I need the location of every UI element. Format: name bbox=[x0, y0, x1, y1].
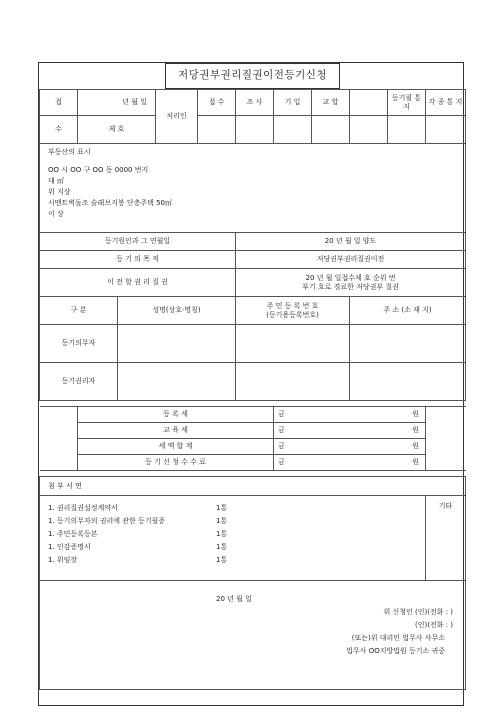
cell-receipt[interactable] bbox=[198, 116, 236, 144]
purpose-label: 등 기 의 목 적 bbox=[40, 251, 236, 269]
receipt-no-label: 수 bbox=[40, 116, 78, 144]
fee-amount-label: 금 bbox=[274, 423, 312, 439]
property-description[interactable] bbox=[48, 165, 465, 220]
second-applicant-line[interactable]: (인)(전화 : ) bbox=[415, 621, 454, 629]
col-id-line-1: 주 민 등 록 번 호 bbox=[266, 301, 319, 310]
obligor-id[interactable] bbox=[236, 325, 350, 363]
receipt-label: 접 bbox=[40, 90, 78, 116]
obligor-address[interactable] bbox=[350, 325, 466, 363]
obligee-address[interactable] bbox=[350, 363, 466, 401]
notice-label-1: 등기필 통 지 bbox=[388, 90, 426, 116]
agent-line[interactable]: (또는)위 대리인 법무사 사무소 bbox=[351, 634, 446, 642]
signature-block bbox=[40, 581, 466, 690]
attachment-item: 1. 인감증명서 1통 bbox=[48, 543, 228, 551]
fee-amount-label: 금 bbox=[274, 439, 312, 455]
attachment-item: 1. 권리질권설정계약서 1통 bbox=[48, 504, 228, 512]
attachments-other[interactable]: 기타 bbox=[426, 496, 466, 581]
receipt-number: 제 호 bbox=[78, 116, 156, 144]
cell-entry[interactable] bbox=[274, 116, 312, 144]
fee-label-education: 교 육 세 bbox=[78, 423, 274, 439]
applicant-line[interactable]: 위 신청인 (인)(전화 : ) bbox=[383, 608, 454, 616]
col-entry: 기 입 bbox=[274, 90, 312, 116]
property-line: OO 시 OO 구 OO 동 0000 번지 bbox=[48, 165, 149, 174]
col-review: 조 사 bbox=[236, 90, 274, 116]
receipt-date: 년 월 일 bbox=[78, 90, 156, 116]
obligor-label: 등기의무자 bbox=[40, 325, 118, 363]
fee-amount-registration[interactable]: 원 bbox=[312, 407, 426, 423]
obligor-name[interactable] bbox=[118, 325, 236, 363]
transfer-label: 이 전 할 권 리 질 권 bbox=[40, 269, 236, 297]
cause-date-label: 등기원인과 그 연월일 bbox=[40, 233, 236, 251]
fee-amount-label: 금 bbox=[274, 455, 312, 471]
fee-amount-total-tax[interactable]: 원 bbox=[312, 439, 426, 455]
cell-notice-2[interactable] bbox=[426, 116, 466, 144]
col-address: 주 소 (소 재 지) bbox=[350, 297, 466, 325]
cell-notice-1[interactable] bbox=[388, 116, 426, 144]
col-receipt: 접 수 bbox=[198, 90, 236, 116]
attachments-list bbox=[40, 496, 426, 581]
attachment-item: 1. 위임장 1통 bbox=[48, 556, 228, 564]
form-title: 저당권부권리질권이전등기신청 bbox=[165, 63, 340, 88]
purpose-value[interactable]: 저당권부권리질권이전 bbox=[236, 251, 466, 269]
col-check: 교 합 bbox=[312, 90, 350, 116]
fee-amount-label: 금 bbox=[274, 407, 312, 423]
obligee-name[interactable] bbox=[118, 363, 236, 401]
attachment-item: 1. 주민등록등본 1통 bbox=[48, 530, 228, 538]
col-name: 성명(상호·명칭) bbox=[118, 297, 236, 325]
cell-review[interactable] bbox=[236, 116, 274, 144]
handler-label: 처리인 bbox=[156, 90, 198, 144]
fee-amount-application[interactable]: 원 bbox=[312, 455, 426, 471]
col-id-line-2: (등기용등록번호) bbox=[266, 310, 319, 319]
property-line: 이 상 bbox=[48, 209, 64, 218]
transfer-value-line-2: 부기 호로 경료한 저당권부 질권 bbox=[302, 282, 399, 291]
court-line: 법무사 OO지방법원 등기소 귀중 bbox=[346, 647, 446, 655]
property-line: 시멘트벽돌조 슬래브지붕 단층주택 50㎡ bbox=[48, 198, 173, 207]
application-date[interactable]: 20 년 월 일 bbox=[216, 595, 252, 603]
attachment-item: 1. 등기의무자의 권리에 관한 등기필증 1통 bbox=[48, 517, 228, 525]
property-line: 위 지상 bbox=[48, 187, 71, 196]
notice-label-2: 각 종 통 지 bbox=[426, 90, 466, 116]
cell-check[interactable] bbox=[312, 116, 350, 144]
fee-label-application: 등 기 신 청 수 수 료 bbox=[78, 455, 274, 471]
property-section-label: 부동산의 표시 bbox=[48, 148, 91, 156]
cause-date-value[interactable]: 20 년 월 일 양도 bbox=[236, 233, 466, 251]
attachments-label: 첨 부 서 면 bbox=[40, 477, 466, 496]
application-form bbox=[38, 62, 464, 706]
transfer-value-line-1: 20 년 월 일접수제 호 순위 번 bbox=[305, 273, 396, 282]
fee-label-total-tax: 세 액 합 계 bbox=[78, 439, 274, 455]
fee-label-registration: 등 록 세 bbox=[78, 407, 274, 423]
fee-amount-education[interactable]: 원 bbox=[312, 423, 426, 439]
obligee-id[interactable] bbox=[236, 363, 350, 401]
transfer-value[interactable] bbox=[236, 269, 466, 297]
col-gubun: 구 분 bbox=[40, 297, 118, 325]
property-line: 대 ㎡ bbox=[48, 176, 64, 185]
col-id bbox=[236, 297, 350, 325]
obligee-label: 등기권리자 bbox=[40, 363, 118, 401]
